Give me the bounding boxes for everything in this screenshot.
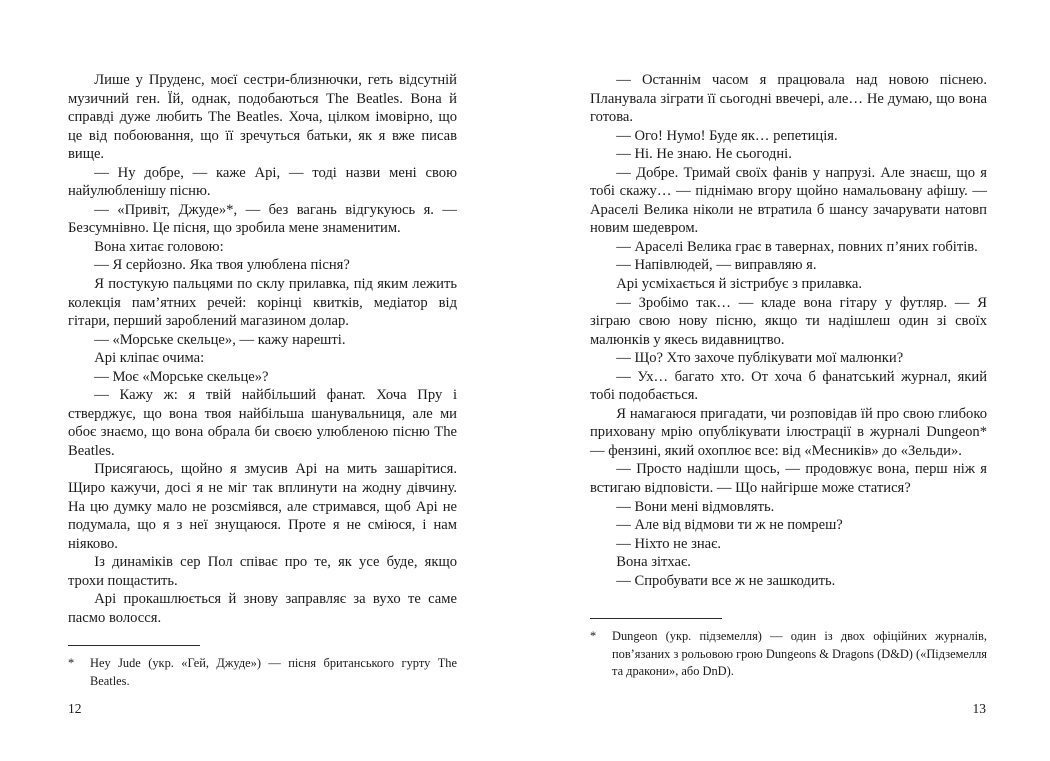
footnote-left xyxy=(68,645,457,690)
footnote-divider xyxy=(68,645,200,646)
paragraph: — «Привіт, Джуде»*, — без вагань відгукуюсь я. — Безсумнівно. Це пісня, що зробила мене знаменитим. xyxy=(68,201,457,237)
paragraph: — Ніхто не знає. xyxy=(616,535,722,552)
page-number-left: 12 xyxy=(68,701,82,716)
footnote-line xyxy=(68,655,457,690)
paragraph: — «Морське скельце», — кажу нарешті. xyxy=(94,331,346,348)
paragraph: Із динаміків сер Пол співає про те, як усе буде, якщо трохи пощастить. xyxy=(68,554,457,589)
paragraph: — Напівлюдей, — виправляю я. xyxy=(616,257,817,274)
paragraph: — Ну добре, — каже Арі, — тоді назви мені свою найулюбленішу пісню. xyxy=(68,164,457,200)
paragraph: Присягаюсь, щойно я змусив Арі на мить зашарітися. Щиро кажучи, досі я не міг так вплинути на жодну дівчину. На цю думку мало не розсміявся, але стримався, щоб Арі не подумала, що я з неї знущаюся. Проте я не сміюся, і нам ніяково. xyxy=(68,461,457,552)
footnote-text: Dungeon (укр. підземелля) — один із двох офіційних журналів, пов’язаних з рольовою грою Dungeons & Dragons (D&D) («Підземелля та дракони», або DnD). xyxy=(612,629,987,679)
page-right xyxy=(525,0,1050,761)
footnote-right xyxy=(590,618,987,681)
paragraph: — Останнім часом я працювала над новою піснею. Планувала зіграти її сьогодні ввечері, але… Не думаю, що вона готова. xyxy=(590,72,987,126)
footnote-marker: * xyxy=(590,629,597,643)
footnote-marker: * xyxy=(68,656,75,670)
paragraph: — Ух… багато хто. От хоча б фанатський журнал, який тобі подобається. xyxy=(590,368,987,404)
paragraph: — Вони мені відмовлять. xyxy=(616,498,775,515)
paragraph: Арі усміхається й зістрибує з прилавка. xyxy=(616,276,863,293)
paragraph: Я постукую пальцями по склу прилавка, під яким лежить колекція пам’ятних речей: корінці квитків, медіатор від гітари, перший зароблений магазином долар. xyxy=(68,276,457,330)
paragraph: — Спробувати все ж не зашкодить. xyxy=(616,572,836,589)
paragraph: — Добре. Тримай своїх фанів у напрузі. Але знаєш, що я тобі скажу… — піднімаю вгору щойно намальовану афішу. — Араселі Велика ніколи не втратила б шансу зачарувати натовп новим шедевром. xyxy=(590,164,987,237)
paragraph: — Просто надішли щось, — продовжує вона, перш ніж я встигаю відповісти. — Що найгірше може статися? xyxy=(590,461,987,497)
paragraph: Арі кліпає очима: xyxy=(94,350,205,367)
page-right-text xyxy=(590,71,987,590)
footnote-divider xyxy=(590,618,722,619)
paragraph: — Ого! Нумо! Буде як… репетиція. xyxy=(616,127,838,144)
paragraph: Арі прокашлюється й знову заправляє за вухо те саме пасмо волосся. xyxy=(68,591,457,626)
paragraph: — Зробімо так… — кладе вона гітару у футляр. — Я зіграю свою нову пісню, якщо ти надішлеш один зі своїх малюнків у якесь видавництво. xyxy=(590,294,987,348)
paragraph: — Але від відмови ти ж не помреш? xyxy=(616,517,843,534)
page-left-text xyxy=(68,71,457,627)
footnote-text: Hey Jude (укр. «Гей, Джуде») — пісня британського гурту The Beatles. xyxy=(90,656,457,688)
paragraph: — Араселі Велика грає в тавернах, повних п’яних гобітів. xyxy=(616,238,978,255)
paragraph: Вона зітхає. xyxy=(616,554,691,571)
paragraph: — Моє «Морське скельце»? xyxy=(94,368,269,385)
footnote-line xyxy=(590,628,987,681)
paragraph: — Ні. Не знаю. Не сьогодні. xyxy=(616,146,792,163)
paragraph: — Що? Хто захоче публікувати мої малюнки? xyxy=(616,350,904,367)
paragraph: — Я серйозно. Яка твоя улюблена пісня? xyxy=(94,257,350,274)
paragraph: Вона хитає головою: xyxy=(94,238,224,255)
page-number-right: 13 xyxy=(972,701,986,716)
paragraph: Лише у Пруденс, моєї сестри-близнючки, геть відсутній музичний ген. Їй, однак, подобаються The Beatles. Вона й справді дуже любить The Beatles. Хоча, цілком імовірно, що це від побоювання, що її зречуться батьки, як я вже писав вище. xyxy=(68,72,457,163)
paragraph: — Кажу ж: я твій найбільший фанат. Хоча Пру і стверджує, що вона твоя найбільша шанувальниця, але ми обоє знаємо, що вона обрала би своєю улюбленою пісню The Beatles. xyxy=(68,387,457,459)
paragraph: Я намагаюся пригадати, чи розповідав їй про свою глибоко приховану мрію опублікувати ілюстрації в журналі Dungeon* — фензині, який охоплює все: від «Месників» до «Зельди». xyxy=(590,405,987,459)
